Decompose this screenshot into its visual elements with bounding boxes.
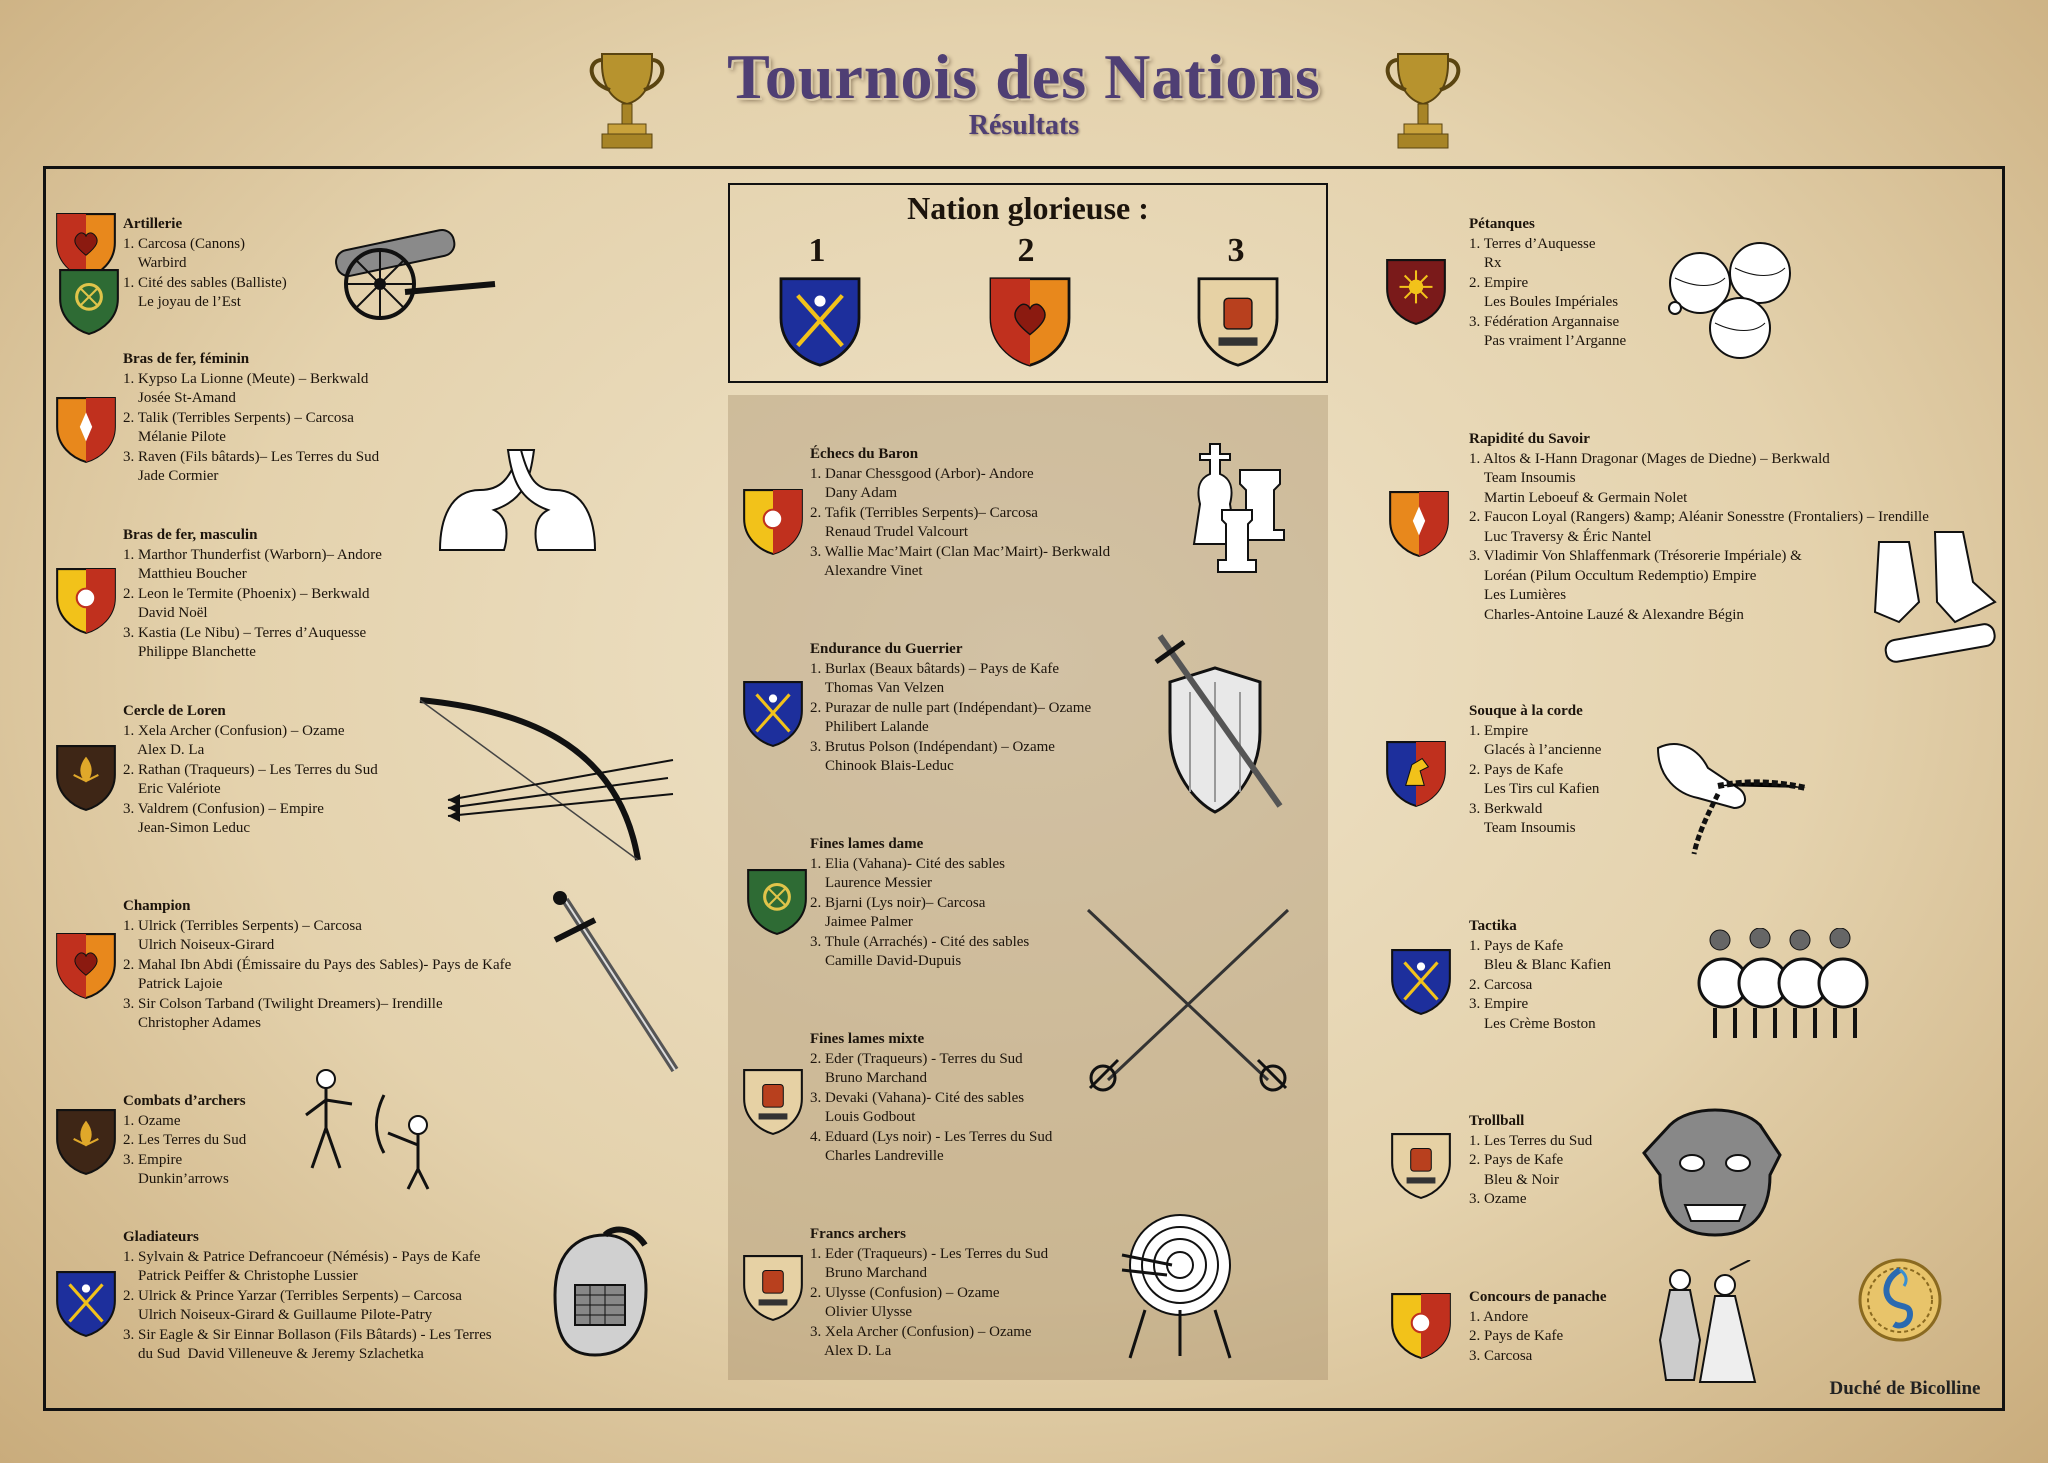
shield-wall-icon [1695, 928, 1870, 1043]
category-gladiateurs [123, 1228, 492, 1365]
result-line: Dany Adam [810, 485, 898, 501]
archery-target-icon [1120, 1210, 1240, 1360]
shield-icon-cream-fist [1196, 276, 1280, 368]
result-line: Les Boules Impériales [1469, 294, 1619, 310]
result-line: 3. Wallie Mac’Mairt (Clan Mac’Mairt)- Berkwald [810, 543, 1111, 560]
category-title: Fines lames mixte [810, 1031, 925, 1047]
result-line: 1. Carcosa (Canons) [123, 235, 246, 252]
result-line: Bleu & Noir [1469, 1171, 1559, 1188]
rank-1-label: 1 [808, 232, 826, 269]
result-line: 3. Brutus Polson (Indépendant) – Ozame [810, 738, 1055, 755]
category-title: Rapidité du Savoir [1469, 431, 1590, 447]
result-line: Pas vraiment l’Arganne [1469, 333, 1627, 349]
result-line: Patrick Lajoie [123, 976, 223, 992]
result-line: Rx [1469, 255, 1502, 271]
result-line: Charles-Antoine Lauzé & Alexandre Bégin [1469, 606, 1744, 623]
result-line: 3. Empire [1469, 996, 1529, 1012]
result-line: Alex D. La [810, 1343, 892, 1359]
result-line: 2. Faucon Loyal (Rangers) &amp; Aléanir Sonesstre (Frontaliers) – Irendille [1469, 509, 1929, 525]
result-line: Matthieu Boucher [123, 566, 247, 582]
result-line: Louis Godbout [810, 1109, 916, 1125]
result-line: 3. Fédération Argannaise [1469, 313, 1620, 330]
category-petanques [1469, 215, 1626, 352]
result-line: 2. Les Terres du Sud [123, 1132, 247, 1148]
result-line: 3. Raven (Fils bâtards)– Les Terres du Sud [123, 448, 380, 465]
shield-icon-orange-red-flame [1388, 490, 1450, 558]
result-line: Team Insoumis [1469, 470, 1576, 486]
category-endurance-du-guerrier [810, 640, 1091, 777]
page-subtitle: Résultats [968, 110, 1080, 141]
result-line: Chinook Blais-Leduc [810, 758, 954, 774]
page-title: Tournois des Nations [727, 41, 1321, 112]
rank-2-label: 2 [1017, 232, 1035, 269]
category-title: Concours de panache [1469, 1289, 1607, 1305]
result-line: Glacés à l’ancienne [1469, 742, 1602, 758]
shield-icon-yellow-red-sun [55, 567, 117, 635]
shield-icon-yellow-red-sun [1390, 1292, 1452, 1360]
result-line: 1. Kypso La Lionne (Meute) – Berkwald [123, 370, 369, 387]
result-line: 2. Pays de Kafe [1469, 1152, 1564, 1168]
shield-icon-red-orange-heart [55, 932, 117, 1000]
result-line: 1. Danar Chessgood (Arbor)- Andore [810, 465, 1034, 482]
result-line: 1. Elia (Vahana)- Cité des sables [810, 855, 1005, 872]
sword-icon [545, 890, 685, 1080]
result-line: Mélanie Pilote [123, 429, 226, 445]
result-line: 2. Carcosa [1469, 976, 1533, 993]
result-line: 2. Purazar de nulle part (Indépendant)– Ozame [810, 699, 1092, 716]
result-line: Christopher Adames [123, 1015, 261, 1031]
shield-icon-green-emblem [58, 268, 120, 336]
result-line: Ulrich Noiseux-Girard & Guillaume Pilote-Patry [123, 1307, 433, 1323]
result-line: 2. Ulrick & Prince Yarzar (Terribles Serpents) – Carcosa [123, 1287, 462, 1304]
shield-icon-cream-fist [1390, 1132, 1452, 1200]
result-line: 3. Berkwald [1469, 800, 1543, 817]
result-line: 4. Eduard (Lys noir) - Les Terres du Sud [810, 1128, 1053, 1145]
result-line: 1. Xela Archer (Confusion) – Ozame [123, 722, 345, 739]
longbow-icon [418, 690, 678, 865]
result-line: 3. Sir Colson Tarband (Twilight Dreamers)– Irendille [123, 995, 443, 1012]
shield-icon-brown-fleur [55, 744, 117, 812]
result-line: Olivier Ulysse [810, 1304, 913, 1320]
result-line: Luc Traversy & Éric Nantel [1469, 528, 1652, 545]
result-line: Les Tirs cul Kafien [1469, 781, 1600, 797]
category-francs-archers [810, 1225, 1048, 1362]
shield-icon-blue-keys [1390, 948, 1452, 1016]
category-title: Francs archers [810, 1226, 906, 1242]
category-title: Endurance du Guerrier [810, 641, 963, 657]
result-line: Martin Leboeuf & Germain Nolet [1469, 489, 1688, 506]
result-line: 1. Altos & I-Hann Dragonar (Mages de Diedne) – Berkwald [1469, 450, 1830, 467]
category-title: Bras de fer, féminin [123, 351, 250, 367]
result-line: 1. Pays de Kafe [1469, 937, 1564, 954]
shield-and-sword-icon [1150, 632, 1290, 817]
petanque-balls-icon [1665, 238, 1800, 363]
result-line: Eric Valériote [123, 781, 221, 797]
category-title: Bras de fer, masculin [123, 527, 258, 543]
result-line: Jade Cormier [123, 468, 219, 484]
result-line: 3. Carcosa [1469, 1347, 1533, 1364]
result-line: 2. Pays de Kafe [1469, 761, 1564, 778]
result-line: 1. Eder (Traqueurs) - Les Terres du Sud [810, 1245, 1049, 1262]
shield-icon-green-emblem [746, 868, 808, 936]
archers-icon [298, 1065, 463, 1190]
result-line: 1. Marthor Thunderfist (Warborn)– Andore [123, 546, 382, 563]
result-line: 2. Empire [1469, 274, 1529, 291]
result-line: Alex D. La [123, 742, 205, 758]
result-line: Josée St-Amand [123, 390, 236, 406]
result-line: 1. Les Terres du Sud [1469, 1132, 1593, 1149]
result-line: Patrick Peiffer & Christophe Lussier [123, 1268, 358, 1284]
result-line: Team Insoumis [1469, 820, 1576, 836]
result-line: Thomas Van Velzen [810, 680, 945, 696]
result-line: 2. Ulysse (Confusion) – Ozame [810, 1284, 1000, 1301]
result-line: 3. Vladimir Von Shlaffenmark (Trésorerie Impériale) & [1469, 548, 1802, 564]
category-title: Gladiateurs [123, 1229, 199, 1245]
category-fines-lames-dame [810, 835, 1029, 972]
gladiator-helmet-icon [535, 1225, 660, 1375]
shield-icon-brown-fleur [55, 1108, 117, 1176]
shield-icon-cream-fist [742, 1254, 804, 1322]
category-title: Tactika [1469, 918, 1517, 934]
result-line: 2. Rathan (Traqueurs) – Les Terres du Sud [123, 761, 378, 778]
rope-pull-icon [1638, 728, 1808, 856]
category-title: Champion [123, 898, 191, 914]
category-echecs-du-baron [810, 445, 1110, 582]
category-title: Échecs du Baron [810, 446, 919, 462]
result-line: Warbird [123, 255, 187, 271]
result-line: Bleu & Blanc Kafien [1469, 957, 1612, 973]
result-line: 1. Empire [1469, 722, 1529, 739]
result-line: 3. Empire [123, 1151, 183, 1168]
result-line: 3. Xela Archer (Confusion) – Ozame [810, 1323, 1032, 1340]
result-line: Les Crème Boston [1469, 1015, 1596, 1032]
result-line: 3. Devaki (Vahana)- Cité des sables [810, 1089, 1025, 1106]
result-line: 1. Ozame [123, 1112, 181, 1129]
arm-wrestling-icon [430, 440, 605, 555]
nation-podium-title: Nation glorieuse : [907, 190, 1149, 226]
result-line: David Noël [123, 605, 208, 621]
category-title: Artillerie [123, 216, 183, 232]
result-line: 3. Ozame [1469, 1191, 1527, 1207]
category-title: Cercle de Loren [123, 703, 226, 719]
result-line: 1. Burlax (Beaux bâtards) – Pays de Kafe [810, 660, 1060, 677]
result-line: Renaud Trudel Valcourt [810, 524, 969, 540]
category-title: Souque à la corde [1469, 703, 1583, 719]
shield-icon-blue-keys [742, 680, 804, 748]
shield-icon-blue-red-griffin [1385, 740, 1447, 808]
scroll-and-boots-icon [1865, 522, 2000, 667]
result-line: Camille David-Dupuis [810, 953, 962, 969]
result-line: 1. Sylvain & Patrice Defrancoeur (Némésis) - Pays de Kafe [123, 1248, 481, 1265]
result-line: Jaimee Palmer [810, 914, 913, 930]
category-tactika [1469, 917, 1611, 1034]
result-line: 2. Talik (Terribles Serpents) – Carcosa [123, 409, 354, 426]
category-bras-fer-masculin [123, 526, 382, 663]
result-line: 3. Sir Eagle & Sir Einnar Bollason (Fils Bâtards) - Les Terres [123, 1326, 492, 1343]
shield-icon-red-orange-heart [988, 276, 1072, 368]
category-title: Fines lames dame [810, 836, 924, 852]
result-line: Laurence Messier [810, 875, 933, 891]
result-line: 3. Thule (Arrachés) - Cité des sables [810, 933, 1030, 950]
result-line: Bruno Marchand [810, 1070, 928, 1086]
result-line: 2. Bjarni (Lys noir)– Carcosa [810, 894, 986, 911]
result-line: Philibert Lalande [810, 719, 929, 735]
category-trollball [1469, 1112, 1592, 1210]
crossed-rapiers-icon [1068, 900, 1308, 1100]
duchy-emblem-icon [1855, 1250, 1945, 1360]
result-line: Ulrich Noiseux-Girard [123, 937, 275, 953]
result-line: 1. Cité des sables (Balliste) [123, 274, 287, 291]
chess-pieces-icon [1180, 440, 1290, 580]
category-fines-lames-mixte [810, 1030, 1052, 1167]
result-line: 2. Mahal Ibn Abdi (Émissaire du Pays des Sables)- Pays de Kafe [123, 956, 512, 973]
result-line: 2. Eder (Traqueurs) - Terres du Sud [810, 1050, 1023, 1067]
category-souque-a-la-corde [1469, 702, 1601, 839]
result-line: 3. Kastia (Le Nibu) – Terres d’Auquesse [123, 624, 367, 641]
result-line: Alexandre Vinet [810, 563, 923, 579]
category-champion [123, 897, 511, 1034]
category-title: Combats d’archers [123, 1093, 246, 1109]
result-line: Les Lumières [1469, 587, 1567, 603]
footer-signature: Duché de Bicolline [1829, 1378, 1981, 1399]
result-line: Charles Landreville [810, 1148, 944, 1164]
result-line: du Sud David Villeneuve & Jeremy Szlachetka [123, 1346, 424, 1362]
cannon-icon [325, 212, 500, 327]
category-title: Trollball [1469, 1113, 1525, 1129]
result-line: 2. Pays de Kafe [1469, 1328, 1564, 1344]
result-line: 1. Ulrick (Terribles Serpents) – Carcosa [123, 917, 362, 934]
category-cercle-de-loren [123, 702, 378, 839]
shield-icon-darkred-sun [1385, 258, 1447, 326]
dancing-couple-icon [1640, 1260, 1765, 1385]
category-concours-de-panache [1469, 1288, 1607, 1366]
result-line: 3. Valdrem (Confusion) – Empire [123, 800, 324, 817]
result-line: 1. Andore [1469, 1308, 1529, 1325]
result-line: 2. Tafik (Terribles Serpents)– Carcosa [810, 504, 1038, 521]
result-line: Jean-Simon Leduc [123, 820, 251, 836]
shield-icon-orange-red-flame [55, 396, 117, 464]
shield-icon-yellow-red-sun [742, 488, 804, 556]
result-line: Bruno Marchand [810, 1265, 928, 1281]
result-line: Dunkin’arrows [123, 1171, 229, 1187]
shield-icon-blue-keys [55, 1270, 117, 1338]
category-bras-fer-feminin [123, 350, 379, 487]
category-combats-archers [123, 1092, 246, 1190]
result-line: Loréan (Pilum Occultum Redemptio) Empire [1469, 567, 1757, 584]
category-rapidite-du-savoir [1469, 430, 1929, 625]
category-artillerie [123, 215, 287, 313]
rank-3-label: 3 [1227, 232, 1245, 269]
result-line: Le joyau de l’Est [123, 294, 241, 310]
category-title: Pétanques [1469, 216, 1535, 232]
result-line: 2. Leon le Termite (Phoenix) – Berkwald [123, 585, 370, 602]
troll-mask-icon [1640, 1105, 1785, 1240]
result-line: Philippe Blanchette [123, 644, 256, 660]
shield-icon-blue-keys [778, 276, 862, 368]
result-line: 1. Terres d’Auquesse [1469, 235, 1596, 252]
shield-icon-cream-fist [742, 1068, 804, 1136]
